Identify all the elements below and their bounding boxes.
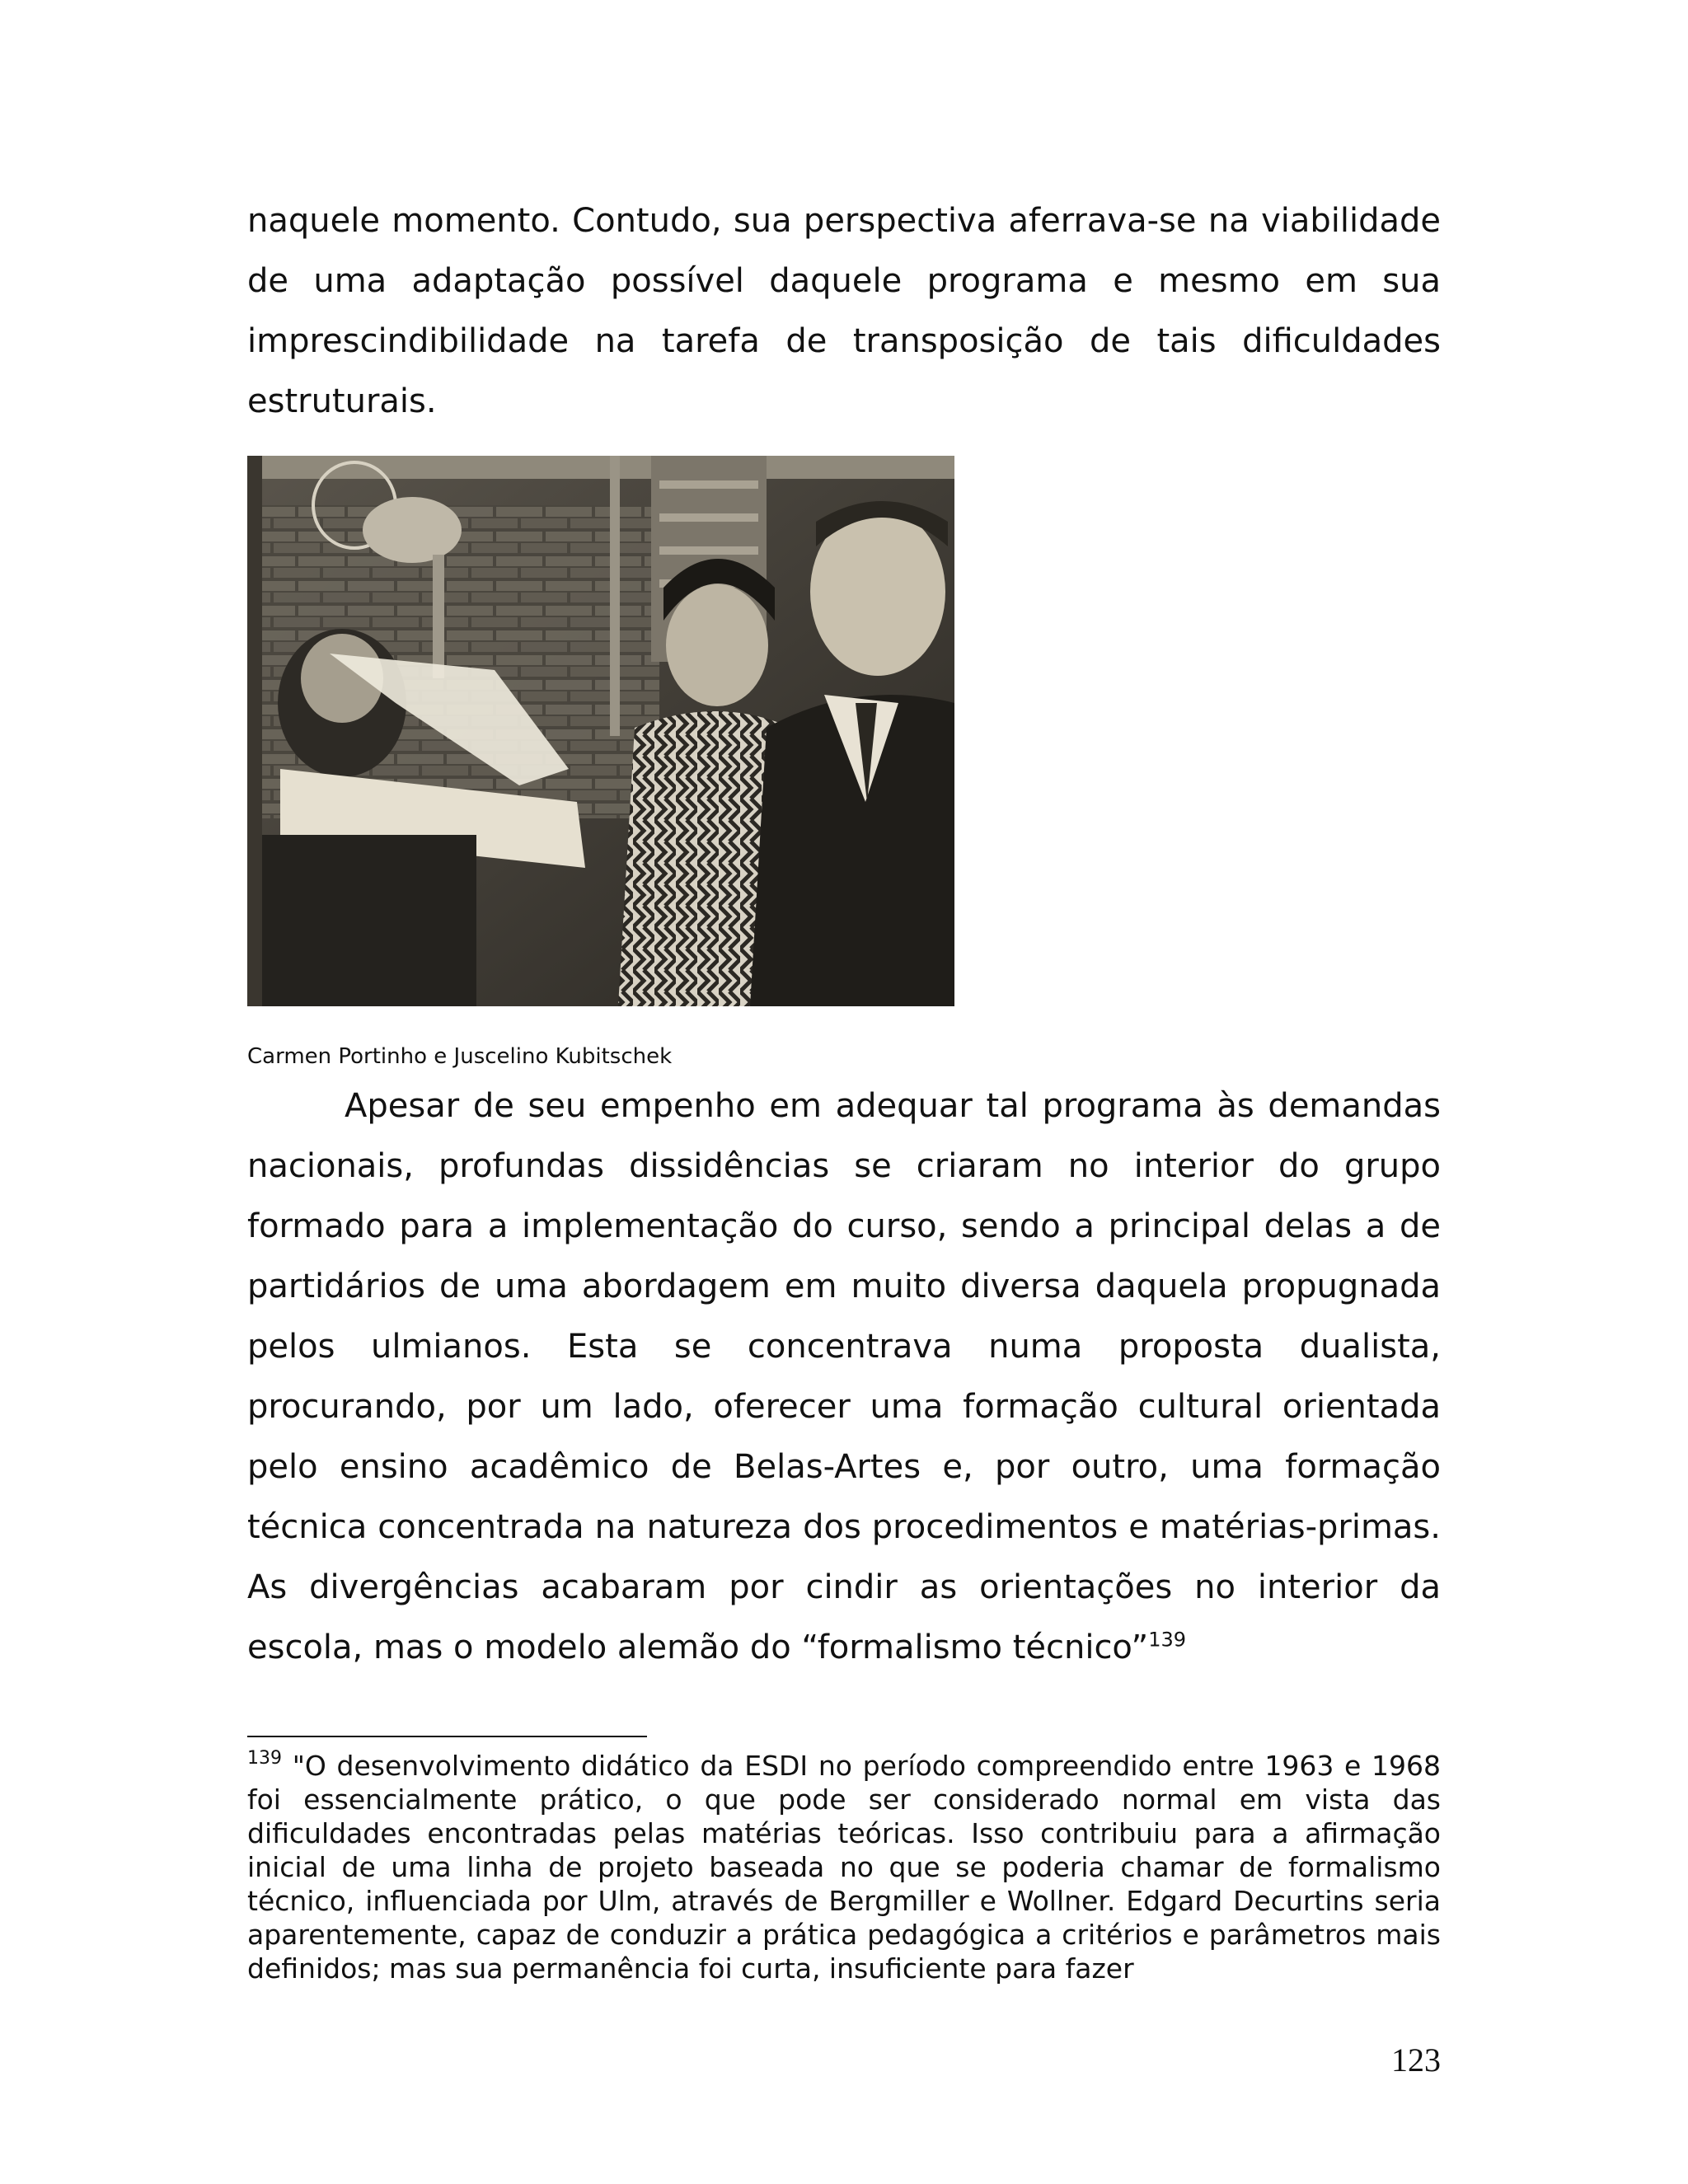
footnote-divider bbox=[247, 1736, 647, 1737]
paragraph-2-text: Apesar de seu empenho em adequar tal programa às demandas nacionais, profundas dissidências se criaram no interior do grupo formado para a implementação do curso, sendo a principal delas a de partidários de uma abordagem em muito diversa daquela propugnada pelos ulmianos. Esta se concentrava numa proposta dualista, procurando, por um lado, oferecer uma formação cultural orientada pelo ensino acadêmico de Belas-Artes e, por outro, uma formação técnica concentrada na natureza dos procedimentos e matérias-primas. As divergências acabaram por cindir as orientações no interior da escola, mas o modelo alemão do “formalismo técnico” bbox=[247, 1087, 1441, 1666]
photo-caption: Carmen Portinho e Juscelino Kubitschek bbox=[247, 1044, 673, 1069]
page-number: 123 bbox=[1391, 2041, 1441, 2079]
footnote bbox=[247, 1749, 1441, 1985]
footnote-text: "O desenvolvimento didático da ESDI no período compreendido entre 1963 e 1968 foi essencialmente prático, o que pode ser considerado normal em vista das dificuldades encontradas pelas matérias teóricas. Isso contribuiu para a afirmação inicial de uma linha de projeto baseada no que se poderia chamar de formalismo técnico, influenciada por Ulm, através de Bergmiller e Wollner. Edgard Decurtins seria aparentemente, capaz de conduzir a prática pedagógica a critérios e parâmetros mais definidos; mas sua permanência foi curta, insuficiente para fazer bbox=[247, 1750, 1441, 1985]
photograph bbox=[247, 456, 954, 1006]
body-paragraph-1 bbox=[247, 191, 1441, 432]
paragraph-1-text: naquele momento. Contudo, sua perspectiva aferrava-se na viabilidade de uma adaptação possível daquele programa e mesmo em sua imprescindibilidade na tarefa de transposição de tais dificuldades estruturais. bbox=[247, 202, 1441, 420]
footnote-number: 139 bbox=[247, 1748, 282, 1769]
body-paragraph-2 bbox=[247, 1076, 1441, 1678]
footnote-reference[interactable]: 139 bbox=[1148, 1628, 1187, 1652]
